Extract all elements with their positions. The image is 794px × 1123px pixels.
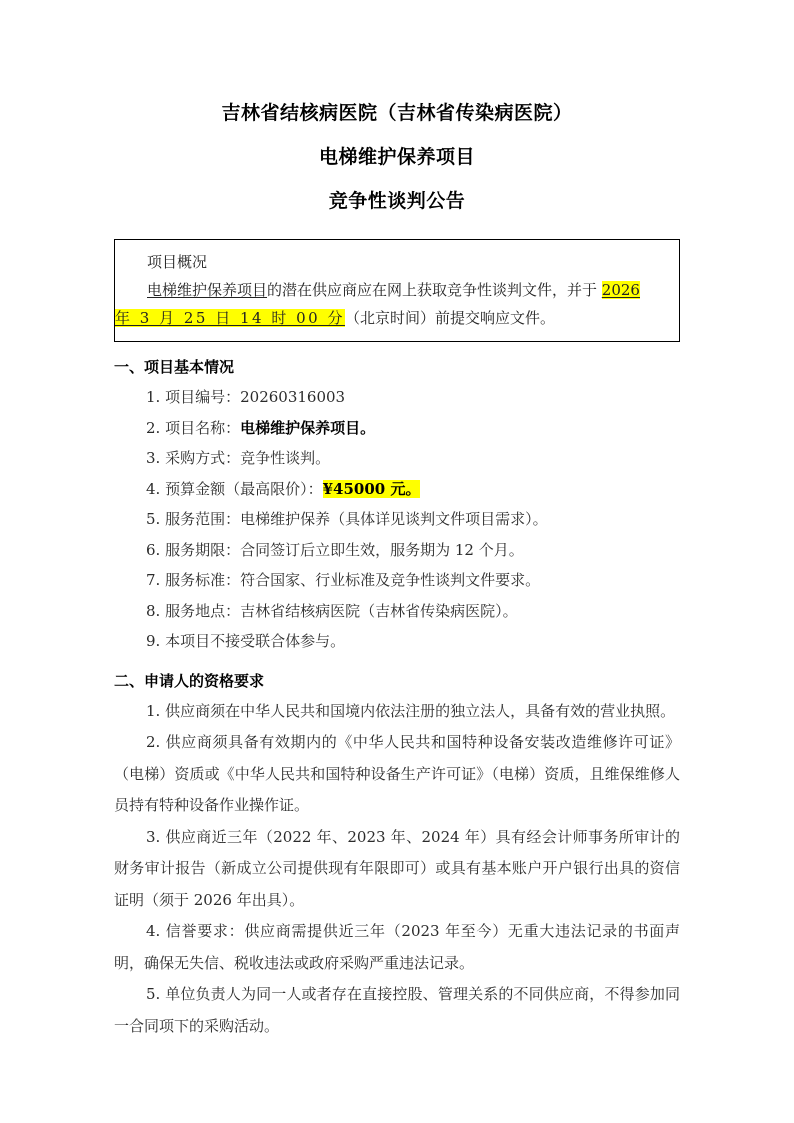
item-number: 3. — [146, 449, 161, 467]
item-label: 服务范围： — [165, 510, 241, 528]
item-number: 1. — [146, 388, 161, 406]
item-value: 合同签订后立即生效，服务期为 12 个月。 — [240, 540, 524, 559]
item-value: 20260316003 — [240, 388, 346, 406]
item-value: 竞争性谈判。 — [240, 449, 331, 467]
item-label: 预算金额（最高限价）： — [165, 479, 323, 498]
item-number: 5. — [146, 510, 161, 528]
item-label: 服务地点： — [165, 601, 241, 620]
summary-body-suffix: （北京时间）前提交响应文件。 — [344, 309, 555, 327]
item-value: 本项目不接受联合体参与。 — [165, 632, 346, 650]
page-title-project: 电梯维护保养项目 — [318, 146, 475, 168]
summary-deadline-year: 2026 — [601, 281, 640, 299]
item-number: 8. — [146, 601, 161, 620]
item-number: 9. — [146, 632, 161, 650]
item-label: 采购方式： — [165, 449, 241, 467]
summary-project-name: 电梯维护保养项目 — [147, 281, 268, 299]
item-label: 项目名称： — [165, 418, 241, 437]
summary-heading: 项目概况 — [147, 253, 208, 271]
item-number: 4. — [146, 479, 161, 498]
paragraph: 1. 供应商须在中华人民共和国境内依法注册的独立法人，具备有效的营业执照。 — [146, 701, 676, 720]
item-label: 服务标准： — [165, 571, 241, 589]
title-block — [114, 0, 680, 218]
document-page — [114, 0, 680, 1042]
list-item — [114, 565, 680, 596]
item-value: 符合国家、行业标准及竞争性谈判文件要求。 — [240, 571, 541, 589]
summary-body-middle: 的潜在供应商应在网上获取竞争性谈判文件，并于 — [267, 281, 602, 299]
paragraph: 2. 供应商须具备有效期内的《中华人民共和国特种设备安装改造维修许可证》（电梯）资质或《中华人民共和国特种设备生产许可证》（电梯）资质，且维保维修人员持有特种设备作业操作证。 — [114, 733, 680, 814]
project-summary-box — [114, 239, 680, 342]
page-title-notice-type: 竞争性谈判公告 — [328, 190, 466, 212]
item-value: 电梯维护保养（具体详见谈判文件项目需求）。 — [240, 510, 548, 528]
list-item — [114, 382, 680, 413]
list-item — [114, 504, 680, 535]
item-value: 电梯维护保养项目。 — [240, 418, 376, 437]
list-item — [114, 413, 680, 444]
paragraph: 3. 供应商近三年（2022 年、2023 年、2024 年）具有经会计师事务所审计的财务审计报告（新成立公司提供现有年限即可）或具有基本账户开户银行出具的资信证明（须于 2026 年出具）。 — [114, 827, 680, 909]
item-number: 6. — [146, 540, 161, 559]
paragraph: 5. 单位负责人为同一人或者存在直接控股、管理关系的不同供应商，不得参加同一合同项下的采购活动。 — [114, 985, 680, 1035]
section-heading-2: 二、申请人的资格要求 — [114, 671, 265, 690]
item-value: 吉林省结核病医院（吉林省传染病医院）。 — [240, 601, 518, 620]
item-label: 项目编号： — [165, 388, 241, 406]
list-item — [114, 474, 680, 505]
item-value-budget: ¥45000 元。 — [322, 479, 421, 498]
list-item — [114, 443, 680, 474]
paragraph: 4. 信誉要求：供应商需提供近三年（2023 年至今）无重大违法记录的书面声明，确保无失信、税收违法或政府采购严重违法记录。 — [114, 922, 680, 972]
item-label: 服务期限： — [165, 540, 241, 559]
summary-deadline-date: 年 3 月 25 日 14 时 00 分 — [115, 309, 345, 327]
list-item — [114, 626, 680, 657]
summary-body-line-2 — [115, 304, 679, 332]
list-item — [114, 535, 680, 566]
item-number: 7. — [146, 571, 161, 589]
list-item — [114, 596, 680, 627]
item-number: 2. — [146, 418, 161, 437]
page-title-organization: 吉林省结核病医院（吉林省传染病医院） — [221, 102, 573, 124]
summary-body-line-1 — [115, 276, 679, 304]
section-heading-1: 一、项目基本情况 — [114, 358, 235, 376]
